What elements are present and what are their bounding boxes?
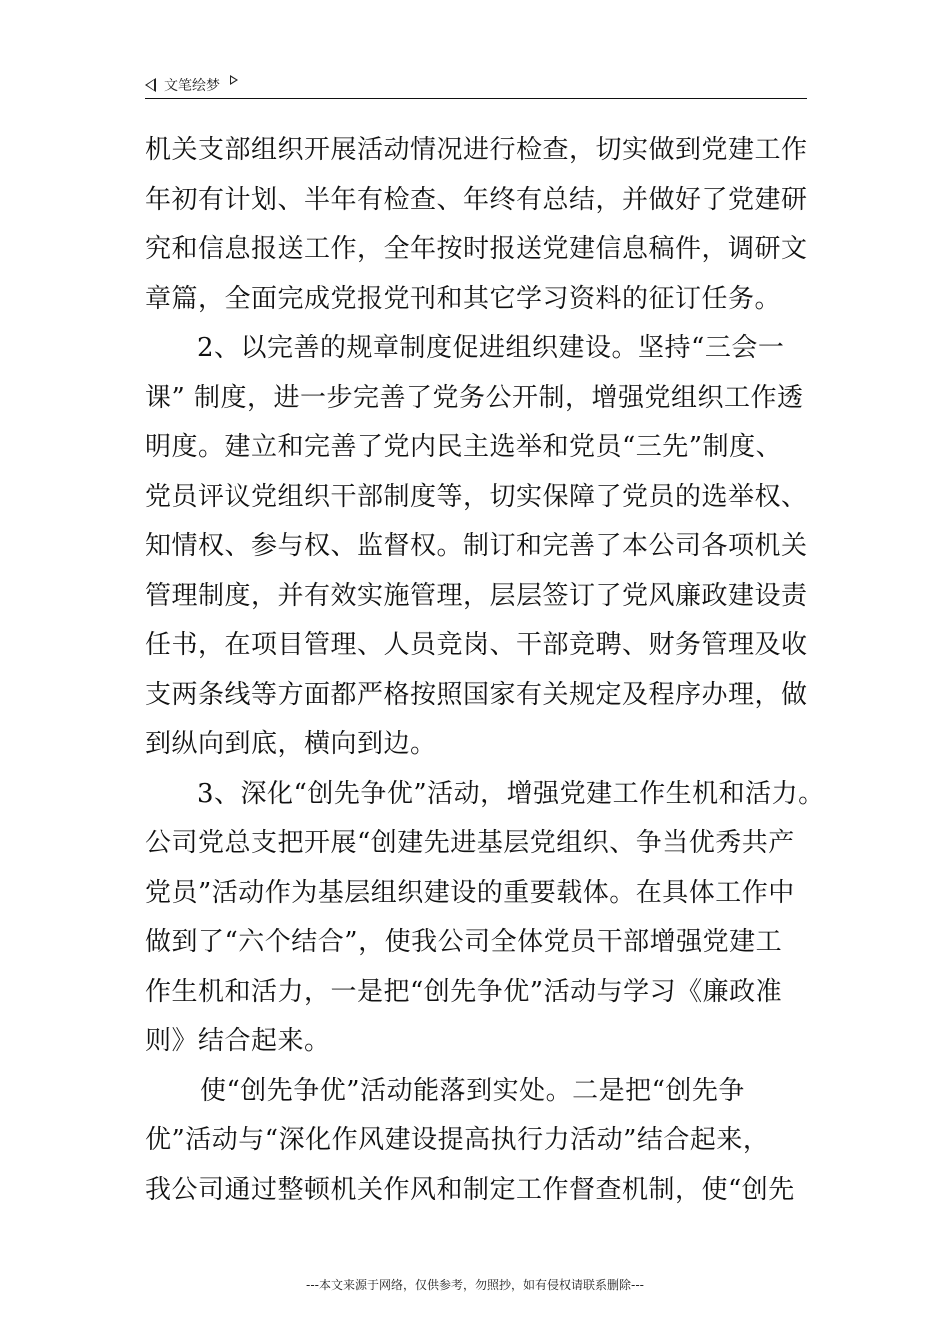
body-line: 管理制度，并有效实施管理，层层签订了党风廉政建设责 [145,580,808,611]
header-title: 文笔绘梦 [164,78,220,94]
body-line: 机关支部组织开展活动情况进行检查，切实做到党建工作 [145,135,808,165]
body-line: 党员评议党组织干部制度等，切实保障了党员的选举权、 [145,481,808,512]
body-line: 年初有计划、半年有检查、年终有总结，并做好了党建研 [145,184,808,215]
body-line: 做到了“六个结合”，使我公司全体党员干部增强党建工 [145,927,783,957]
body-line: 党员”活动作为基层组织建设的重要载体。在具体工作中 [145,877,795,908]
paragraph-4-start: 使“创先争优”活动能落到实处。二是把“创先争 [200,1075,745,1106]
footer-disclaimer: ---本文来源于网络，仅供参考，勿照抄，如有侵权请联系删除--- [306,1278,644,1292]
body-line: 则》结合起来。 [145,1026,331,1056]
paragraph-3-start: 3、深化“创先争优”活动，增强党建工作生机和活力。 [197,778,825,809]
body-line: 支两条线等方面都严格按照国家有关规定及程序办理，做 [145,679,808,710]
body-line: 究和信息报送工作，全年按时报送党建信息稿件，调研文 [145,234,808,264]
body-line: 到纵向到底，横向到边。 [145,729,437,759]
body-line: 课” 制度，进一步完善了党务公开制，增强党组织工作透 [145,382,804,413]
body-line: 任书，在项目管理、人员竞岗、干部竞聘、财务管理及收 [145,630,808,660]
paragraph-2-start: 2、以完善的规章制度促进组织建设。坚持“三会一 [197,333,785,363]
body-line: 章篇，全面完成党报党刊和其它学习资料的征订任务。 [145,283,782,314]
left-triangle-icon [145,78,156,92]
body-line: 优”活动与“深化作风建设提高执行力活动”结合起来， [145,1125,770,1155]
right-triangle-icon [230,75,238,85]
page-header [145,72,807,98]
body-line: 公司党总支把开展“创建先进基层党组织、争当优秀共产 [145,828,795,858]
body-line: 知情权、参与权、监督权。制订和完善了本公司各项机关 [145,531,808,561]
body-line: 明度。建立和完善了党内民主选举和党员“三先”制度、 [145,432,783,462]
document-body [145,126,825,1215]
header-divider [145,98,807,99]
body-line: 作生机和活力，一是把“创先争优”活动与学习《廉政准 [145,976,783,1007]
body-line: 我公司通过整顿机关作风和制定工作督查机制，使“创先 [145,1174,795,1205]
